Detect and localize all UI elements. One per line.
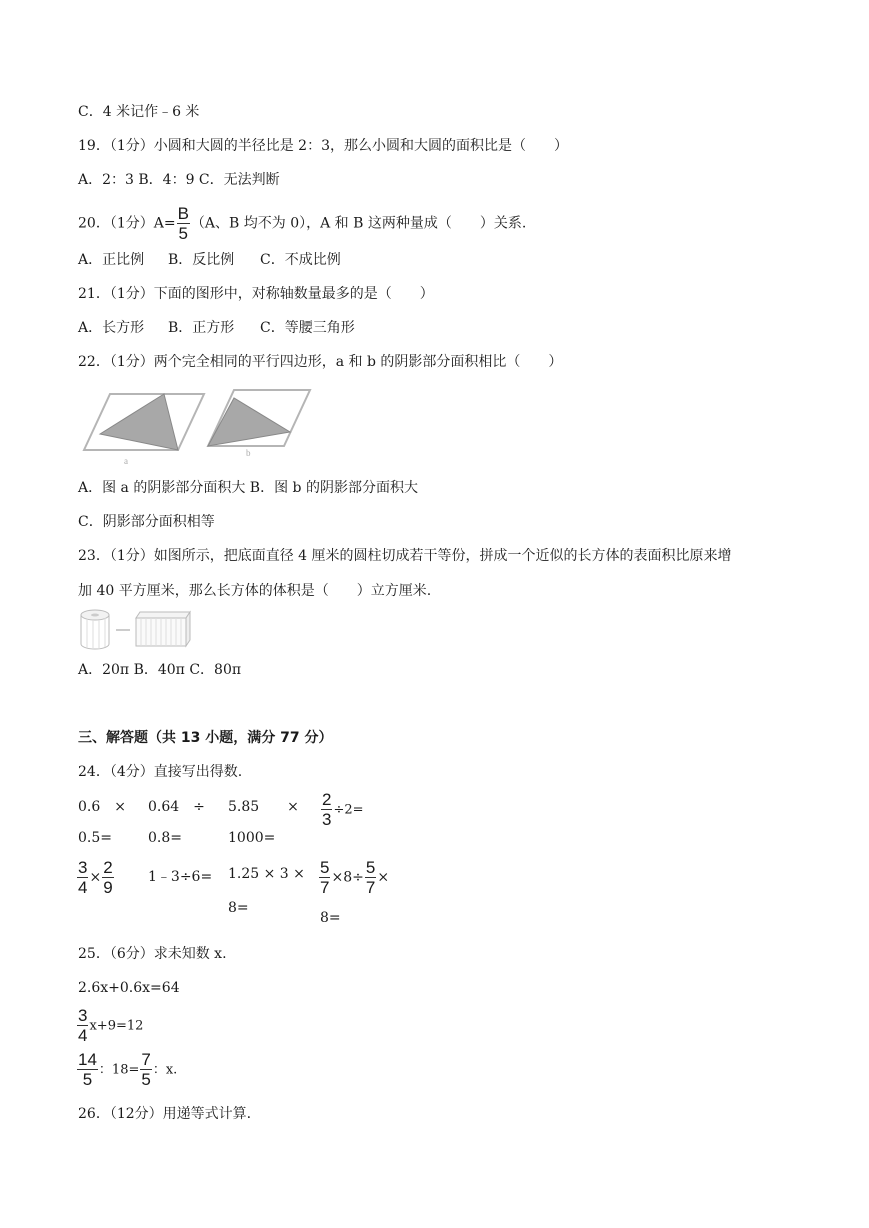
- q25-eq3-end: ：x.: [152, 1062, 178, 1078]
- q20-fraction: [177, 204, 190, 243]
- q24-r2c4-frac1: [319, 858, 330, 897]
- figure-b-label: b: [246, 448, 251, 458]
- q20-stem: [78, 204, 526, 243]
- frac-den: 4: [78, 878, 88, 897]
- q25-eq3-frac2: [140, 1050, 151, 1089]
- q20-stem-prefix: 20．（1分）A=: [78, 215, 176, 232]
- q24-r2c2: 1﹣3÷6=: [148, 869, 213, 885]
- q21-option-b: B．正方形: [168, 320, 235, 336]
- q24-r2c1: [76, 858, 115, 897]
- q24-r1c3a: 5.85 ×: [228, 799, 299, 815]
- frac-num: 2: [103, 858, 113, 877]
- q21-option-a: A．长方形: [78, 320, 145, 336]
- q20-option-b: B．反比例: [168, 252, 235, 268]
- q21-options: [78, 318, 355, 338]
- q24-stem: 24．（4分）直接写出得数.: [78, 764, 243, 780]
- parallelogram-figure: [78, 384, 318, 466]
- q24-r2c3b: 8=: [228, 900, 249, 916]
- q20-frac-den: 5: [178, 224, 188, 243]
- q18-option-c: C．4 米记作﹣6 米: [78, 104, 200, 120]
- q19-stem: 19．（1分）小圆和大圆的半径比是 2：3，那么小圆和大圆的面积比是（ ）: [78, 138, 568, 154]
- frac-num: 2: [322, 790, 332, 809]
- q19-options: A．2：3 B．4：9 C．无法判断: [78, 172, 280, 188]
- section3-heading: 三、解答题（共 13 小题，满分 77 分）: [78, 730, 333, 746]
- frac-den: 7: [365, 878, 376, 897]
- figure-a-label: a: [124, 456, 128, 466]
- figure-b: [208, 390, 310, 458]
- q24-r1c2a: 0.64 ÷: [148, 799, 205, 815]
- q25-eq3-frac1: [77, 1050, 98, 1089]
- q24-r2c4-mid: ×8÷: [331, 869, 364, 886]
- q24-r2c4: [318, 858, 389, 897]
- frac-num: 3: [78, 1006, 88, 1025]
- q23-options: A．20π B．40π C．80π: [78, 662, 242, 678]
- frac-den: 7: [320, 878, 330, 897]
- q25-eq3-mid: ：18=: [98, 1062, 140, 1078]
- frac-den: 5: [82, 1070, 93, 1089]
- q25-eq3: [76, 1050, 177, 1089]
- q20-option-c: C．不成比例: [260, 252, 341, 268]
- figure-a: [84, 394, 204, 466]
- q21-option-c: C．等腰三角形: [260, 320, 355, 336]
- q24-r2c4b: 8=: [320, 910, 341, 926]
- q23-stem-line1: 23．（1分）如图所示，把底面直径 4 厘米的圆柱切成若干等份，拼成一个近似的长方体的表面积比原来增: [78, 548, 732, 564]
- q25-eq2: [76, 1006, 143, 1045]
- q20-option-a: A．正比例: [78, 252, 145, 268]
- frac-num: 7: [141, 1050, 151, 1069]
- cylinder-icon: [81, 610, 109, 649]
- q20-options: [78, 250, 341, 270]
- q24-r1c4-rest: ÷2=: [333, 802, 364, 818]
- frac-den: 3: [322, 810, 332, 829]
- q24-r1c3b: 1000=: [228, 830, 276, 846]
- q24-r2c4-frac2: [365, 858, 376, 897]
- q25-eq2-fraction: [77, 1006, 88, 1045]
- frac-den: 4: [78, 1026, 88, 1045]
- frac-num: 5: [320, 858, 330, 877]
- q24-r1c4-fraction: [321, 790, 332, 829]
- cylinder-to-cuboid-figure: [78, 606, 194, 650]
- q20-stem-suffix: （A、B 均不为 0），A 和 B 这两种量成（ ）关系.: [190, 215, 527, 232]
- q24-r1c1b: 0.5=: [78, 830, 112, 846]
- q24-r1c2b: 0.8=: [148, 830, 182, 846]
- q24-r2c3a: 1.25 × 3 ×: [228, 866, 305, 882]
- frac-den: 5: [141, 1070, 151, 1089]
- q20-frac-num: B: [177, 204, 189, 223]
- frac-num: 5: [365, 858, 376, 877]
- q25-stem: 25．（6分）求未知数 x.: [78, 946, 227, 962]
- q22-option-c: C．阴影部分面积相等: [78, 514, 215, 530]
- q26-stem: 26．（12分）用递等式计算.: [78, 1106, 252, 1122]
- q24-r1c4: [320, 790, 364, 829]
- q23-stem-line2: 加 40 平方厘米，那么长方体的体积是（ ）立方厘米.: [78, 583, 432, 599]
- frac-num: 14: [78, 1050, 97, 1069]
- frac-num: 3: [78, 858, 88, 877]
- q22-stem: 22．（1分）两个完全相同的平行四边形，a 和 b 的阴影部分面积相比（ ）: [78, 354, 563, 370]
- q24-r2c1-frac2: [102, 858, 113, 897]
- cuboid-icon: [136, 612, 190, 646]
- q24-r2c1-frac1: [77, 858, 88, 897]
- q25-eq2-rest: x+9=12: [89, 1018, 144, 1034]
- times-sign: ×: [377, 869, 390, 886]
- q22-option-ab: A．图 a 的阴影部分面积大 B．图 b 的阴影部分面积大: [78, 480, 418, 496]
- frac-den: 9: [103, 878, 113, 897]
- q24-r1c1a: 0.6 ×: [78, 799, 126, 815]
- q25-eq1: 2.6x+0.6x=64: [78, 980, 180, 996]
- times-sign: ×: [89, 869, 102, 886]
- q21-stem: 21．（1分）下面的图形中，对称轴数量最多的是（ ）: [78, 286, 434, 302]
